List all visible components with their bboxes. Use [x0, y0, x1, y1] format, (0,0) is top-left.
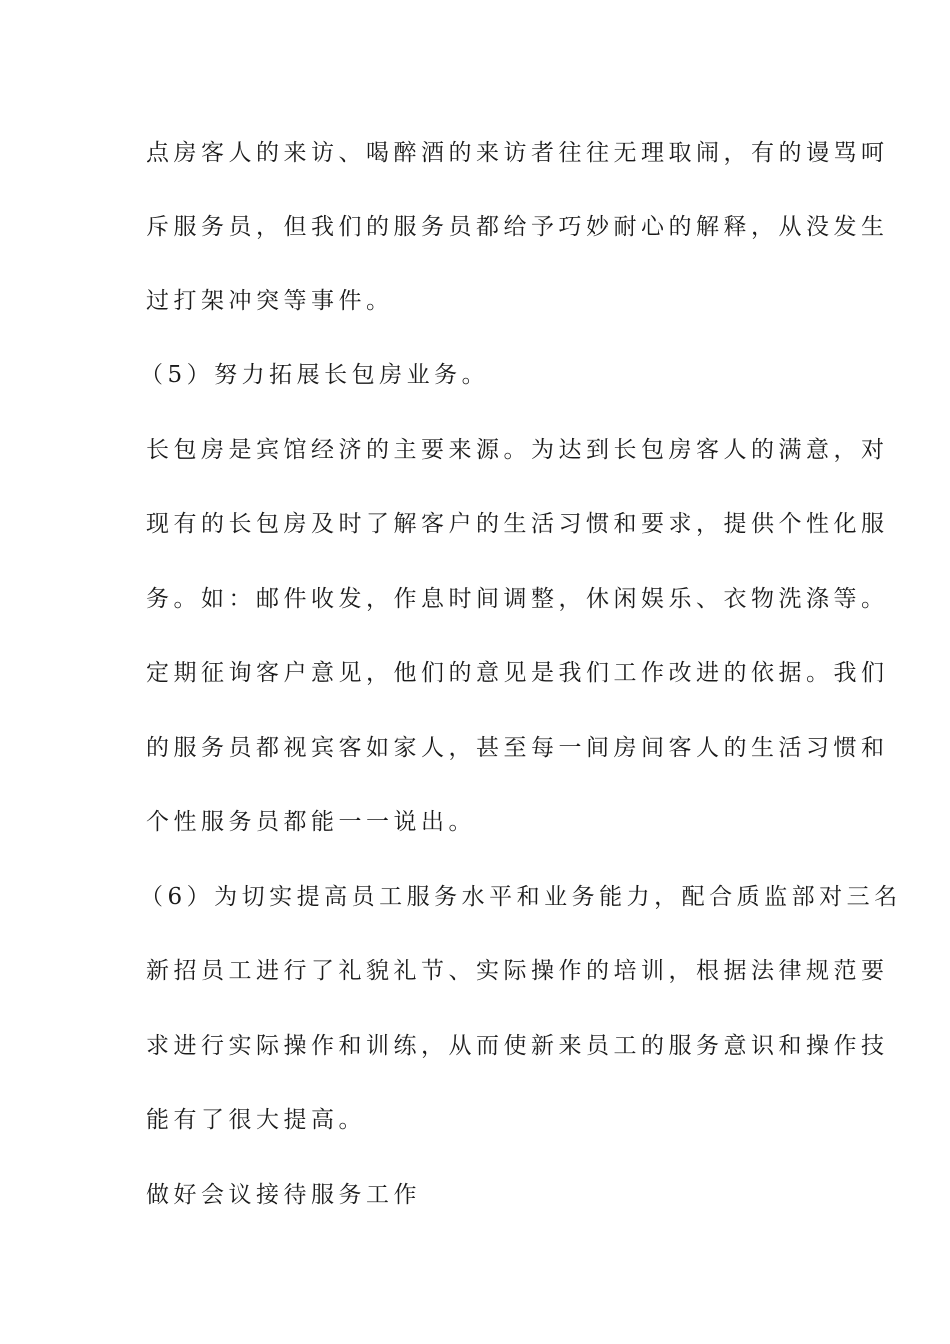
section-heading-6: （6）为切实提高员工服务水平和业务能力，配合质监部对三名: [140, 884, 902, 910]
text-line-1: 点房客人的来访、喝醉酒的来访者往往无理取闹，有的谩骂呵: [146, 140, 889, 166]
text-line-2: 斥服务员，但我们的服务员都给予巧妙耐心的解释，从没发生: [146, 214, 889, 240]
text-line-10: 个性服务员都能一一说出。: [146, 809, 476, 835]
text-line-7: 务。如：邮件收发，作息时间调整，休闲娱乐、衣物洗涤等。: [146, 586, 889, 612]
text-line-14: 能有了很大提高。: [146, 1107, 366, 1133]
text-line-13: 求进行实际操作和训练，从而使新来员工的服务意识和操作技: [146, 1033, 889, 1059]
section-title: 做好会议接待服务工作: [146, 1182, 421, 1208]
text-line-6: 现有的长包房及时了解客户的生活习惯和要求，提供个性化服: [146, 511, 889, 537]
section-heading-5: （5）努力拓展长包房业务。: [140, 362, 490, 388]
text-line-9: 的服务员都视宾客如家人，甚至每一间房间客人的生活习惯和: [146, 735, 889, 761]
text-line-3: 过打架冲突等事件。: [146, 288, 394, 314]
text-line-12: 新招员工进行了礼貌礼节、实际操作的培训，根据法律规范要: [146, 958, 889, 984]
text-line-5: 长包房是宾馆经济的主要来源。为达到长包房客人的满意，对: [146, 437, 889, 463]
text-line-8: 定期征询客户意见，他们的意见是我们工作改进的依据。我们: [146, 660, 889, 686]
